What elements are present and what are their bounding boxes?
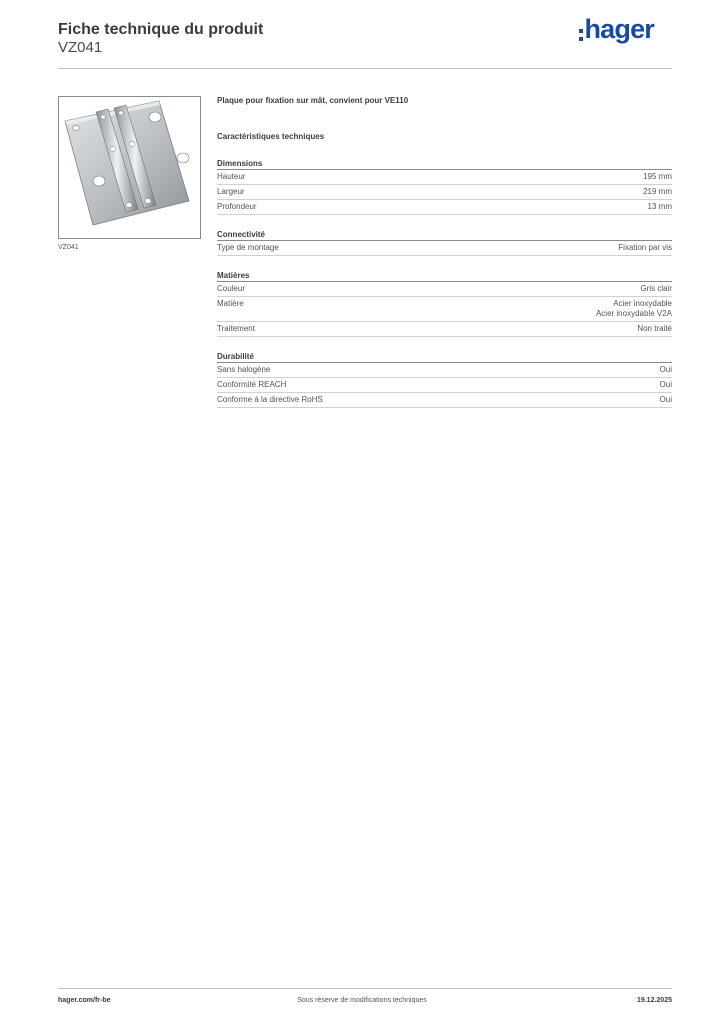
footer-divider <box>58 988 672 989</box>
image-caption: VZ041 <box>58 244 79 251</box>
spec-value-line: Acier inoxydable V2A <box>595 309 672 318</box>
footer-website: hager.com/fr-be <box>58 997 111 1004</box>
spec-heading: Caractéristiques techniques <box>217 132 325 141</box>
spec-value <box>660 365 672 375</box>
document-title: Fiche technique du produit <box>58 21 264 38</box>
hager-logo <box>579 14 654 47</box>
spec-group <box>217 228 672 256</box>
spec-value <box>596 299 672 319</box>
spec-value <box>640 284 672 294</box>
spec-group <box>217 269 672 337</box>
spec-row <box>217 241 672 256</box>
spec-value <box>618 243 672 253</box>
spec-row <box>217 297 672 322</box>
logo-dots-icon <box>579 23 583 47</box>
spec-label: Hauteur <box>217 172 246 181</box>
spec-value-line: Non traité <box>637 324 672 333</box>
spec-label: Sans halogène <box>217 365 271 374</box>
product-description: Plaque pour fixation sur mât, convient pour VE110 <box>217 96 409 105</box>
mounting-plate-image-icon <box>59 97 200 238</box>
spec-value-line: Gris clair <box>640 284 672 293</box>
spec-row <box>217 282 672 297</box>
spec-value <box>637 324 672 334</box>
spec-group-title: Dimensions <box>217 157 672 170</box>
footer-date: 19.12.2025 <box>636 997 672 1004</box>
spec-value <box>643 187 672 197</box>
spec-section <box>217 94 672 408</box>
spec-row <box>217 363 672 378</box>
spec-value <box>660 380 672 390</box>
spec-value-line: Oui <box>659 380 672 389</box>
logo-text: hager <box>584 14 654 44</box>
spec-label: Type de montage <box>217 243 279 252</box>
spec-label: Matière <box>217 299 244 308</box>
footer-notice: Sous réserve de modifications techniques <box>297 997 427 1004</box>
spec-value <box>648 202 672 212</box>
spec-row <box>217 378 672 393</box>
product-code: VZ041 <box>58 39 103 56</box>
spec-value <box>643 172 672 182</box>
spec-label: Traitement <box>217 324 255 333</box>
spec-label: Largeur <box>217 187 245 196</box>
spec-value-line: Fixation par vis <box>618 243 672 252</box>
spec-group-title: Connectivité <box>217 228 672 241</box>
spec-group-title: Matières <box>217 269 672 282</box>
spec-row <box>217 322 672 337</box>
spec-row <box>217 393 672 408</box>
spec-row <box>217 170 672 185</box>
spec-group-title: Durabilité <box>217 350 672 363</box>
header-divider <box>58 68 672 69</box>
spec-row <box>217 185 672 200</box>
spec-value-line: 195 mm <box>643 172 672 181</box>
spec-group <box>217 350 672 408</box>
product-image <box>58 96 201 239</box>
spec-value <box>660 395 672 405</box>
spec-value-line: 219 mm <box>643 187 672 196</box>
spec-row <box>217 200 672 215</box>
spec-value-line: Oui <box>659 365 672 374</box>
spec-value-line: Oui <box>659 395 672 404</box>
spec-label: Conforme à la directive RoHS <box>217 395 323 404</box>
spec-value-line: 13 mm <box>647 202 672 211</box>
spec-label: Couleur <box>217 284 246 293</box>
spec-label: Profondeur <box>217 202 257 211</box>
spec-group <box>217 157 672 215</box>
spec-label: Conformité REACH <box>217 380 287 389</box>
spec-value-line: Acier inoxydable <box>613 299 672 308</box>
spec-groups <box>217 157 672 408</box>
